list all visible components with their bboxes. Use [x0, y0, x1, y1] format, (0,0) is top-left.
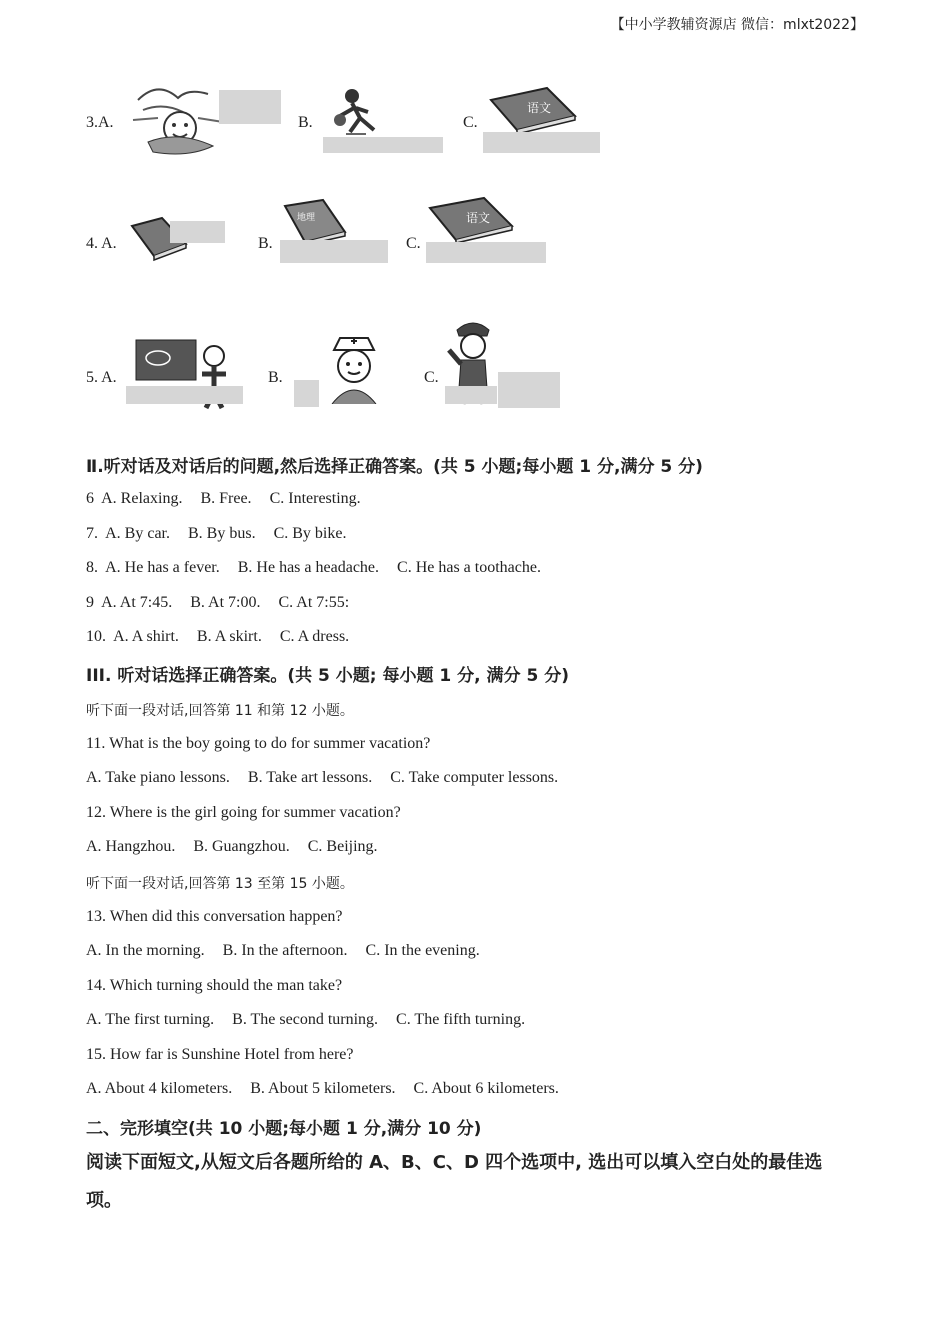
q12-option-b: B. Guangzhou. — [193, 838, 290, 855]
q14-options — [86, 1011, 525, 1029]
q15-option-c: C. About 6 kilometers. — [413, 1080, 559, 1097]
q8-option-c: C. He has a toothache. — [397, 559, 541, 576]
book-title-text: 语文 — [527, 101, 552, 115]
q11-stem: 11. What is the boy going to do for summer vacation? — [86, 735, 431, 752]
section2-heading: Ⅱ.听对话及对话后的问题,然后选择正确答案。(共 5 小题;每小题 1 分,满分 5 分) — [86, 457, 703, 477]
book-title-text: 语文 — [466, 211, 491, 225]
q10-option-c: C. A dress. — [279, 628, 350, 645]
q9-option-b: B. At 7:00. — [190, 594, 261, 611]
nurse-icon — [318, 336, 390, 409]
q8-number: 8. — [86, 559, 98, 576]
section3-intro-2: 听下面一段对话,回答第 13 至第 15 小题。 — [86, 876, 354, 892]
q13-options — [86, 942, 480, 960]
q4-option-b-label: B. — [258, 235, 273, 252]
redaction-block — [126, 386, 243, 404]
q6-row — [86, 490, 361, 508]
q12-option-a: A. Hangzhou. — [86, 838, 176, 855]
q5-option-b-label: B. — [268, 369, 283, 386]
q14-stem: 14. Which turning should the man take? — [86, 977, 343, 994]
q3-option-b-label: B. — [298, 114, 313, 131]
q9-row — [86, 594, 349, 612]
q7-row — [86, 525, 346, 543]
redaction-block — [426, 242, 546, 263]
q9-option-c: C. At 7:55: — [278, 594, 350, 611]
redaction-block — [170, 221, 225, 243]
q11-options — [86, 769, 558, 787]
q14-option-c: C. The fifth turning. — [396, 1011, 526, 1028]
part2-instruction: 阅读下面短文,从短文后各题所给的 A、B、C、D 四个选项中, 选出可以填入空白处的最佳选项。 — [86, 1152, 823, 1211]
book-title-text: 地理 — [297, 213, 316, 223]
part2-heading: 二、完形填空(共 10 小题;每小题 1 分,满分 10 分) — [86, 1119, 482, 1139]
section3-heading: III. 听对话选择正确答案。(共 5 小题; 每小题 1 分, 满分 5 分) — [86, 666, 569, 686]
q8-row — [86, 559, 541, 577]
q6-option-a: A. Relaxing. — [101, 490, 183, 507]
redaction-block — [445, 386, 497, 404]
q14-option-a: A. The first turning. — [86, 1011, 215, 1028]
q13-option-c: C. In the evening. — [365, 942, 480, 959]
q7-option-b: B. By bus. — [188, 525, 256, 542]
q11-option-a: A. Take piano lessons. — [86, 769, 230, 786]
q3-label: 3.A. — [86, 114, 114, 131]
q4-option-c-label: C. — [406, 235, 421, 252]
teacher-at-board-icon — [132, 336, 244, 417]
q7-option-a: A. By car. — [105, 525, 170, 542]
q3-option-c-label: C. — [463, 114, 478, 131]
q15-options — [86, 1080, 559, 1098]
q5-label: 5. A. — [86, 369, 117, 386]
q6-number: 6 — [86, 490, 94, 507]
q14-option-b: B. The second turning. — [232, 1011, 379, 1028]
q11-option-b: B. Take art lessons. — [247, 769, 373, 786]
q9-option-a: A. At 7:45. — [101, 594, 173, 611]
redaction-block — [323, 137, 443, 153]
q10-row — [86, 628, 349, 646]
q12-stem: 12. Where is the girl going for summer vacation? — [86, 804, 401, 821]
redaction-block — [483, 132, 600, 153]
q7-option-c: C. By bike. — [273, 525, 347, 542]
q12-option-c: C. Beijing. — [307, 838, 378, 855]
redaction-block — [498, 372, 560, 408]
q6-option-b: B. Free. — [200, 490, 252, 507]
q4-label: 4. A. — [86, 235, 117, 252]
q15-option-a: A. About 4 kilometers. — [86, 1080, 233, 1097]
redaction-block — [280, 240, 388, 263]
q6-option-c: C. Interesting. — [269, 490, 361, 507]
q13-option-a: A. In the morning. — [86, 942, 205, 959]
q8-option-a: A. He has a fever. — [105, 559, 220, 576]
q12-options — [86, 838, 378, 856]
q7-number: 7. — [86, 525, 98, 542]
redaction-block — [294, 380, 319, 407]
q5-option-c-label: C. — [424, 369, 439, 386]
q10-number: 10. — [86, 628, 106, 645]
q11-option-c: C. Take computer lessons. — [390, 769, 559, 786]
q10-option-a: A. A shirt. — [113, 628, 179, 645]
q10-option-b: B. A skirt. — [196, 628, 262, 645]
person-bathing-icon — [128, 70, 228, 163]
section3-intro-1: 听下面一段对话,回答第 11 和第 12 小题。 — [86, 703, 354, 719]
redaction-block — [219, 90, 281, 124]
q15-stem: 15. How far is Sunshine Hotel from here? — [86, 1046, 354, 1063]
page-header: 【中小学教辅资源店 微信：mlxt2022】 — [610, 17, 864, 33]
q8-option-b: B. He has a headache. — [237, 559, 380, 576]
q13-option-b: B. In the afternoon. — [222, 942, 348, 959]
q9-number: 9 — [86, 594, 94, 611]
q13-stem: 13. When did this conversation happen? — [86, 908, 343, 925]
q15-option-b: B. About 5 kilometers. — [250, 1080, 396, 1097]
